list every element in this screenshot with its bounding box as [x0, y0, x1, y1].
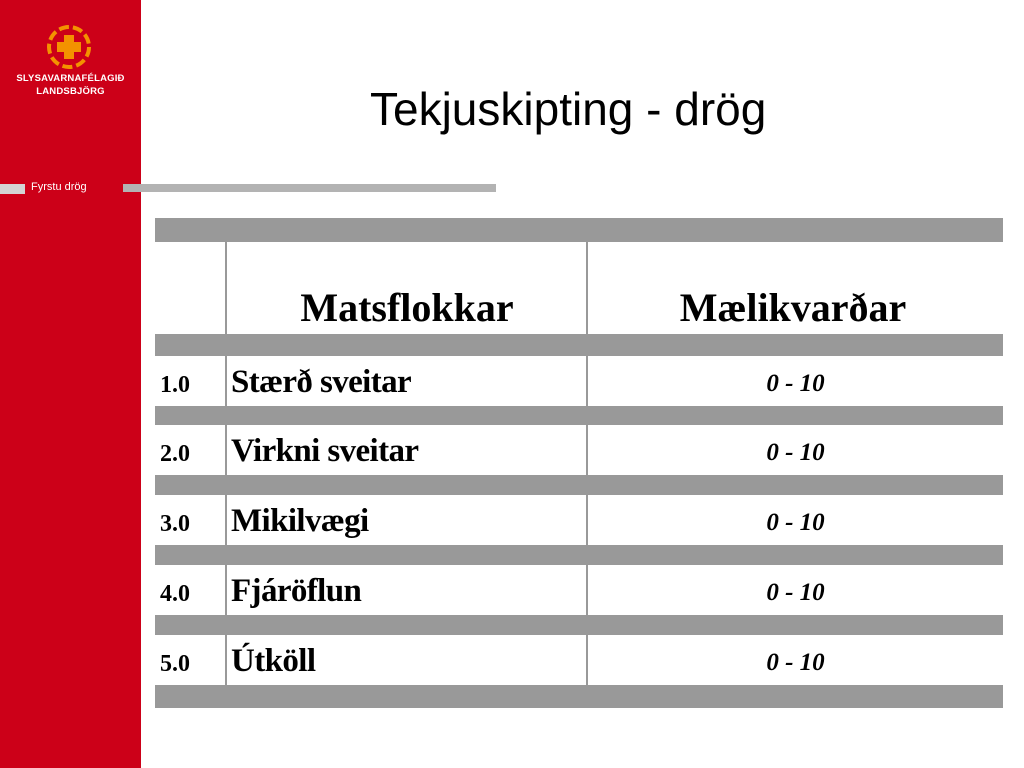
logo: [0, 18, 141, 108]
table-band: [155, 475, 1003, 495]
row-range: 0 - 10: [766, 439, 825, 466]
table-header-row: [155, 242, 1003, 334]
row-number: 1.0: [160, 372, 190, 398]
row-category: Stærð sveitar: [231, 364, 412, 400]
table-band: [155, 334, 1003, 356]
table-row: [155, 356, 1003, 406]
table-row: [155, 565, 1003, 615]
column-divider: [225, 495, 227, 545]
row-number: 4.0: [160, 581, 190, 607]
table-band: [155, 406, 1003, 425]
row-range: 0 - 10: [766, 579, 825, 606]
row-category: Virkni sveitar: [231, 433, 419, 469]
slide-title: Tekjuskipting - drög: [370, 83, 767, 135]
column-divider: [225, 356, 227, 406]
table-band: [155, 685, 1003, 708]
logo-text-line1: SLYSAVARNAFÉLAGIÐ: [16, 73, 125, 84]
table-band: [155, 545, 1003, 565]
logo-text-line2: LANDSBJÖRG: [36, 86, 105, 97]
row-number: 2.0: [160, 441, 190, 467]
left-stripe: [0, 184, 25, 194]
table-row: [155, 635, 1003, 685]
row-category: Útköll: [231, 643, 316, 679]
table-row: [155, 495, 1003, 545]
sidebar: [0, 0, 141, 768]
row-number: 3.0: [160, 511, 190, 537]
header-stripe: [123, 184, 496, 192]
row-category: Mikilvægi: [231, 503, 369, 539]
table-row: [155, 425, 1003, 475]
table-band: [155, 615, 1003, 635]
row-range: 0 - 10: [766, 509, 825, 536]
table-band: [155, 218, 1003, 242]
red-cross-rescue-emblem-icon: [44, 22, 94, 72]
column-divider: [225, 565, 227, 615]
header-category: Matsflokkar: [300, 285, 514, 330]
rating-table: [155, 218, 1003, 708]
header-measure: Mælikvarðar: [679, 285, 907, 330]
row-range: 0 - 10: [766, 370, 825, 397]
row-range: 0 - 10: [766, 649, 825, 676]
column-divider: [225, 635, 227, 685]
row-category: Fjáröflun: [231, 573, 362, 609]
column-divider: [225, 425, 227, 475]
slide-subtitle: Fyrstu drög: [31, 181, 87, 193]
row-number: 5.0: [160, 651, 190, 677]
